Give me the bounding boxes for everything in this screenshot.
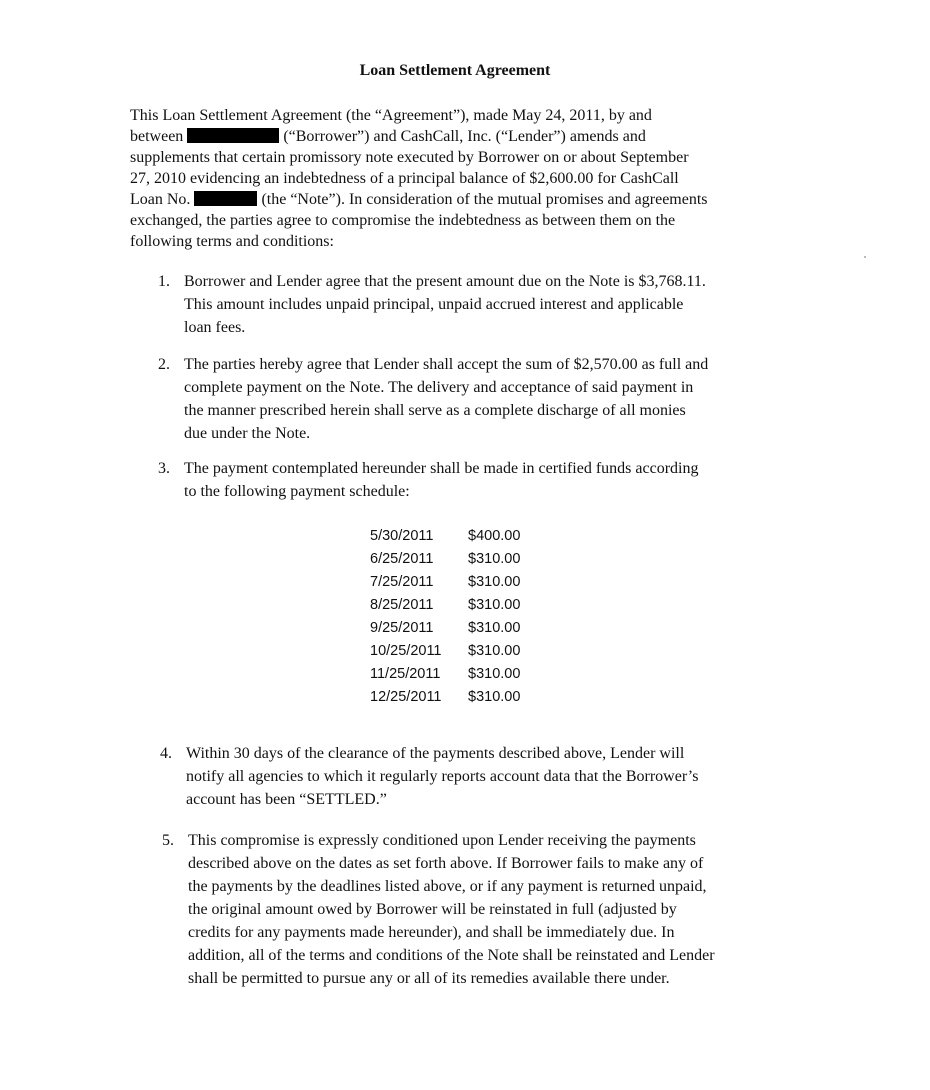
list-item-line: account has been “SETTLED.” bbox=[186, 791, 387, 808]
schedule-row bbox=[370, 617, 538, 640]
schedule-amount: $400.00 bbox=[468, 528, 521, 544]
list-item-line: shall be permitted to pursue any or all of its remedies available there under. bbox=[188, 970, 670, 987]
schedule-row bbox=[370, 663, 538, 686]
schedule-amount: $310.00 bbox=[468, 643, 521, 659]
payment-schedule bbox=[370, 525, 538, 709]
schedule-row bbox=[370, 548, 538, 571]
schedule-row bbox=[370, 594, 538, 617]
list-item-line: This amount includes unpaid principal, unpaid accrued interest and applicable bbox=[184, 296, 684, 313]
list-item-line: Within 30 days of the clearance of the payments described above, Lender will bbox=[186, 745, 685, 762]
redaction-borrower-name bbox=[187, 128, 279, 143]
list-item-text bbox=[184, 457, 698, 503]
list-item-number: 5. bbox=[162, 832, 174, 849]
list-item-line: This compromise is expressly conditioned upon Lender receiving the payments bbox=[188, 832, 696, 849]
schedule-amount: $310.00 bbox=[468, 666, 521, 682]
schedule-amount: $310.00 bbox=[468, 689, 521, 705]
intro-paragraph bbox=[130, 105, 790, 252]
intro-line: 27, 2010 evidencing an indebtedness of a principal balance of $2,600.00 for CashCall bbox=[130, 170, 679, 187]
list-item-number: 4. bbox=[160, 745, 172, 762]
schedule-row bbox=[370, 686, 538, 709]
scan-artifact bbox=[864, 256, 866, 258]
list-item-line: The payment contemplated hereunder shall be made in certified funds according bbox=[184, 460, 699, 477]
schedule-date: 11/25/2011 bbox=[370, 666, 441, 682]
intro-line: This Loan Settlement Agreement (the “Agreement”), made May 24, 2011, by and bbox=[130, 107, 652, 124]
intro-line: exchanged, the parties agree to compromise the indebtedness as between them on the bbox=[130, 212, 676, 229]
list-item-line: credits for any payments made hereunder), and shall be immediately due. In bbox=[188, 924, 675, 941]
schedule-amount: $310.00 bbox=[468, 597, 521, 613]
intro-text: between bbox=[130, 128, 184, 145]
schedule-amount: $310.00 bbox=[468, 620, 521, 636]
schedule-date: 5/30/2011 bbox=[370, 528, 434, 544]
schedule-date: 8/25/2011 bbox=[370, 597, 434, 613]
list-item-text bbox=[184, 270, 706, 339]
schedule-row bbox=[370, 525, 538, 548]
list-item-text bbox=[186, 742, 698, 811]
list-item-line: addition, all of the terms and conditions of the Note shall be reinstated and Lender bbox=[188, 947, 715, 964]
schedule-row bbox=[370, 640, 538, 663]
list-item-number: 3. bbox=[158, 460, 170, 477]
list-item-line: described above on the dates as set forth above. If Borrower fails to make any of bbox=[188, 855, 704, 872]
schedule-amount: $310.00 bbox=[468, 574, 521, 590]
list-item-line: the original amount owed by Borrower will be reinstated in full (adjusted by bbox=[188, 901, 677, 918]
schedule-date: 7/25/2011 bbox=[370, 574, 434, 590]
schedule-date: 12/25/2011 bbox=[370, 689, 442, 705]
intro-line: following terms and conditions: bbox=[130, 233, 334, 250]
list-item-line: due under the Note. bbox=[184, 425, 311, 442]
schedule-date: 6/25/2011 bbox=[370, 551, 434, 567]
schedule-date: 9/25/2011 bbox=[370, 620, 434, 636]
intro-line bbox=[130, 126, 790, 147]
list-item-line: notify all agencies to which it regularly reports account data that the Borrower’s bbox=[186, 768, 699, 785]
list-item-line: complete payment on the Note. The delivery and acceptance of said payment in bbox=[184, 379, 694, 396]
document-title: Loan Settlement Agreement bbox=[359, 62, 551, 79]
schedule-date: 10/25/2011 bbox=[370, 643, 442, 659]
list-item-text bbox=[184, 353, 708, 445]
intro-line bbox=[130, 189, 790, 210]
intro-text: Loan No. bbox=[130, 191, 191, 208]
list-item-text bbox=[188, 829, 715, 990]
list-item-number: 1. bbox=[158, 273, 170, 290]
intro-text: (“Borrower”) and CashCall, Inc. (“Lender”) amends and bbox=[283, 128, 646, 145]
list-item-line: to the following payment schedule: bbox=[184, 483, 410, 500]
intro-text: (the “Note”). In consideration of the mutual promises and agreements bbox=[261, 191, 708, 208]
redaction-loan-number bbox=[194, 191, 257, 206]
schedule-amount: $310.00 bbox=[468, 551, 521, 567]
list-item-line: loan fees. bbox=[184, 319, 246, 336]
list-item-line: The parties hereby agree that Lender shall accept the sum of $2,570.00 as full and bbox=[184, 356, 709, 373]
list-item-line: the manner prescribed herein shall serve as a complete discharge of all monies bbox=[184, 402, 686, 419]
list-item-number: 2. bbox=[158, 356, 170, 373]
list-item-line: Borrower and Lender agree that the present amount due on the Note is $3,768.11. bbox=[184, 273, 706, 290]
schedule-row bbox=[370, 571, 538, 594]
list-item-line: the payments by the deadlines listed above, or if any payment is returned unpaid, bbox=[188, 878, 707, 895]
intro-line: supplements that certain promissory note executed by Borrower on or about September bbox=[130, 149, 689, 166]
